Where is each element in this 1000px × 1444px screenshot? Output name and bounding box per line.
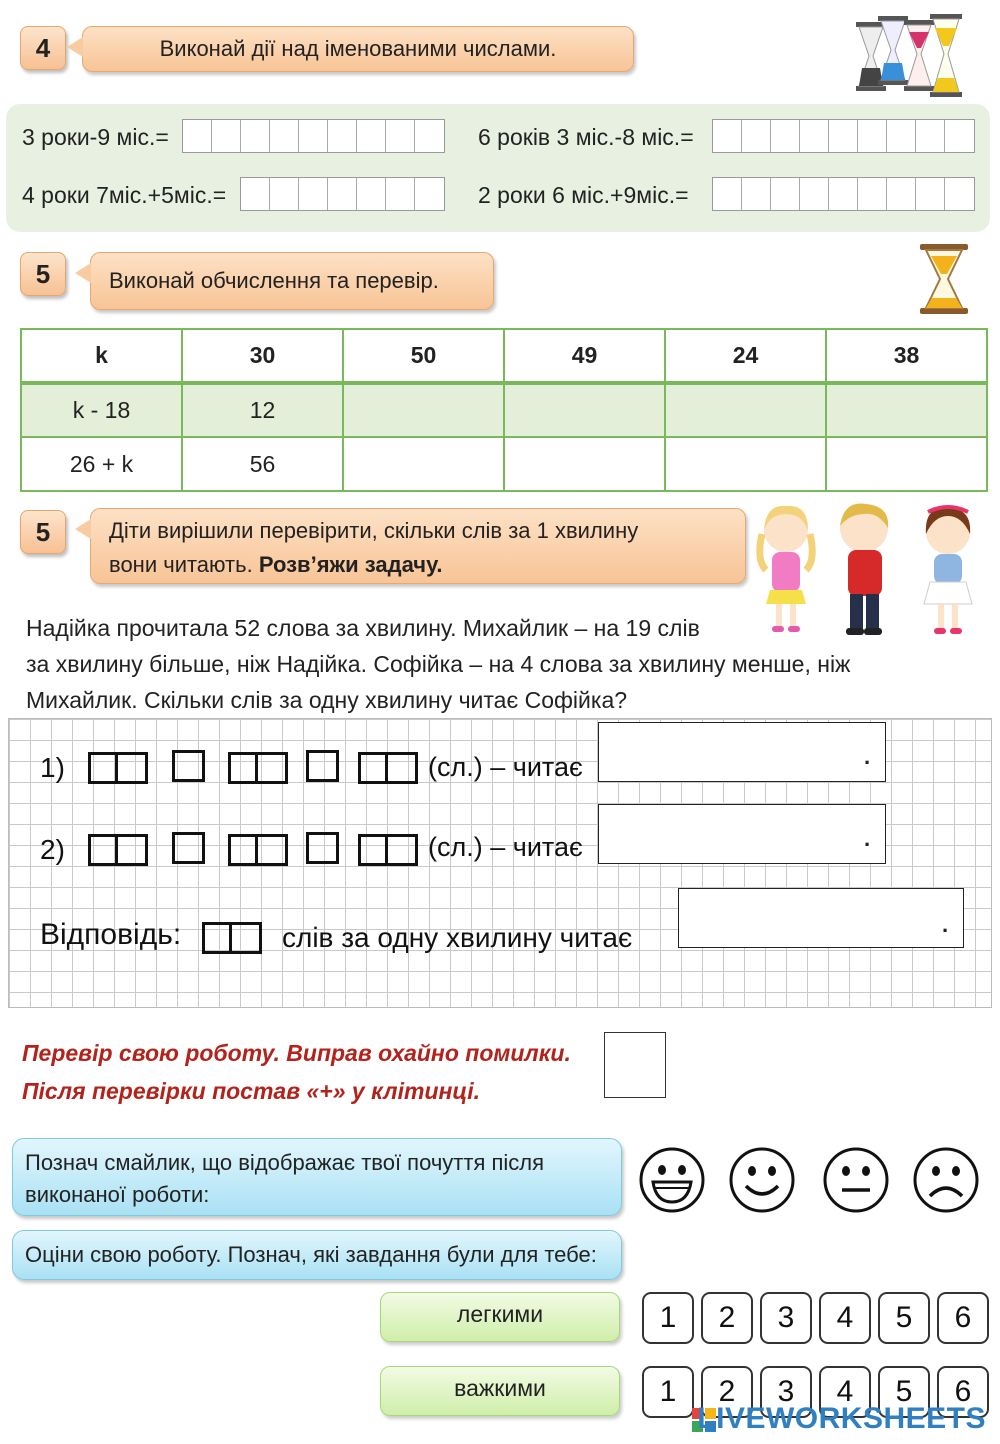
operation-box[interactable] [172,832,205,864]
expression-3: 4 роки 7міс.+5міс.= [22,182,227,208]
name-answer-box-2[interactable] [598,804,886,864]
answer-name-box[interactable] [678,888,964,948]
answer-cells-3[interactable] [240,177,445,211]
problem-line: Михайлик. Скільки слів за одну хвилину читає Софійка? [26,687,628,713]
sad-face-icon[interactable] [912,1146,980,1214]
hourglass-icon [918,242,970,316]
name-answer-box-1[interactable] [598,722,886,782]
hard-task-2[interactable]: 2 [701,1366,753,1418]
table-row [21,437,987,491]
answer-cell[interactable] [343,383,504,437]
answer-digit-box[interactable] [202,922,262,954]
step-2-dot: . [864,826,871,851]
task-5b-badge: 5 [20,510,66,554]
feelings-prompt: Познач смайлик, що відображає твої почуття після виконаної роботи: [12,1138,622,1216]
answer-cells-4[interactable] [712,177,975,211]
operation-box[interactable] [306,832,339,864]
answer-label: Відповідь: [40,918,182,951]
answer-cell[interactable] [826,383,987,437]
easy-label: легкими [380,1292,620,1342]
table-cell: 26 + k [21,437,182,491]
hard-label: важкими [380,1366,620,1416]
instruction-line: вони читають. [109,552,253,577]
table-cell: k [21,329,182,383]
expression-2: 6 років 3 міс.-8 міс.= [478,124,694,150]
expression-4: 2 роки 6 міс.+9міс.= [478,182,689,208]
expression-1: 3 роки-9 міс.= [22,124,169,150]
instruction-bold: Розв’яжи задачу. [258,552,443,577]
hard-task-6[interactable]: 6 [937,1366,989,1418]
easy-task-6[interactable]: 6 [937,1292,989,1344]
check-instruction [22,1034,571,1110]
task-5b-instruction [90,508,746,584]
task-4-badge: 4 [20,26,66,70]
answer-cell[interactable] [504,383,665,437]
digit-box[interactable] [88,834,148,866]
easy-task-1[interactable]: 1 [642,1292,694,1344]
table-cell: 50 [343,329,504,383]
table-row [21,383,987,437]
answer-cells-1[interactable] [182,119,445,153]
answer-cells-2[interactable] [712,119,975,153]
table-cell: 24 [665,329,826,383]
table-cell: k - 18 [21,383,182,437]
table-cell: 49 [504,329,665,383]
step-2-label: 2) [40,834,65,865]
digit-box[interactable] [228,752,288,784]
task-5a-badge: 5 [20,252,66,296]
table-cell: 56 [182,437,343,491]
instruction-line: Діти вирішили перевірити, скільки слів за 1 хвилину [109,518,639,543]
check-line: Після перевірки постав «+» у клітинці. [22,1078,481,1104]
problem-text [26,610,926,718]
task-4-instruction: Виконай дії над іменованими числами. [82,26,634,72]
hard-task-5[interactable]: 5 [878,1366,930,1418]
answer-cell[interactable] [826,437,987,491]
easy-task-2[interactable]: 2 [701,1292,753,1344]
easy-task-3[interactable]: 3 [760,1292,812,1344]
smiling-face-icon[interactable] [728,1146,796,1214]
answer-cell[interactable] [665,383,826,437]
digit-box[interactable] [228,834,288,866]
problem-line: Надійка прочитала 52 слова за хвилину. Михайлик – на 19 слів [26,615,700,641]
answer-cell[interactable] [665,437,826,491]
answer-suffix: слів за одну хвилину читає [282,922,633,953]
problem-line: за хвилину більше, ніж Надійка. Софійка – на 4 слова за хвилину менше, ніж [26,651,851,677]
table-cell: 30 [182,329,343,383]
task-5a-instruction: Виконай обчислення та перевір. [90,252,494,310]
check-line: Перевір свою роботу. Виправ охайно помилки. [22,1040,571,1066]
operation-box[interactable] [306,750,339,782]
table-cell: 38 [826,329,987,383]
check-plus-box[interactable] [604,1032,666,1098]
step-1-label: 1) [40,752,65,783]
digit-box[interactable] [358,834,418,866]
step-1-suffix: (сл.) – читає [428,752,583,782]
hard-task-3[interactable]: 3 [760,1366,812,1418]
table-cell: 12 [182,383,343,437]
operation-box[interactable] [172,750,205,782]
hard-task-1[interactable]: 1 [642,1366,694,1418]
hard-task-4[interactable]: 4 [819,1366,871,1418]
step-2-suffix: (сл.) – читає [428,832,583,862]
neutral-face-icon[interactable] [822,1146,890,1214]
table-header-row [21,329,987,383]
brand-text: LIVEWORKSHEETS [697,1402,986,1435]
evaluation-prompt: Оціни свою роботу. Познач, які завдання були для тебе: [12,1230,622,1280]
laughing-face-icon[interactable] [638,1146,706,1214]
step-1-dot: . [864,744,871,769]
answer-cell[interactable] [504,437,665,491]
answer-cell[interactable] [343,437,504,491]
easy-task-5[interactable]: 5 [878,1292,930,1344]
answer-dot: . [942,912,949,937]
digit-box[interactable] [358,752,418,784]
easy-task-4[interactable]: 4 [819,1292,871,1344]
digit-box[interactable] [88,752,148,784]
hourglasses-icon [852,8,970,104]
calc-table [20,328,988,492]
